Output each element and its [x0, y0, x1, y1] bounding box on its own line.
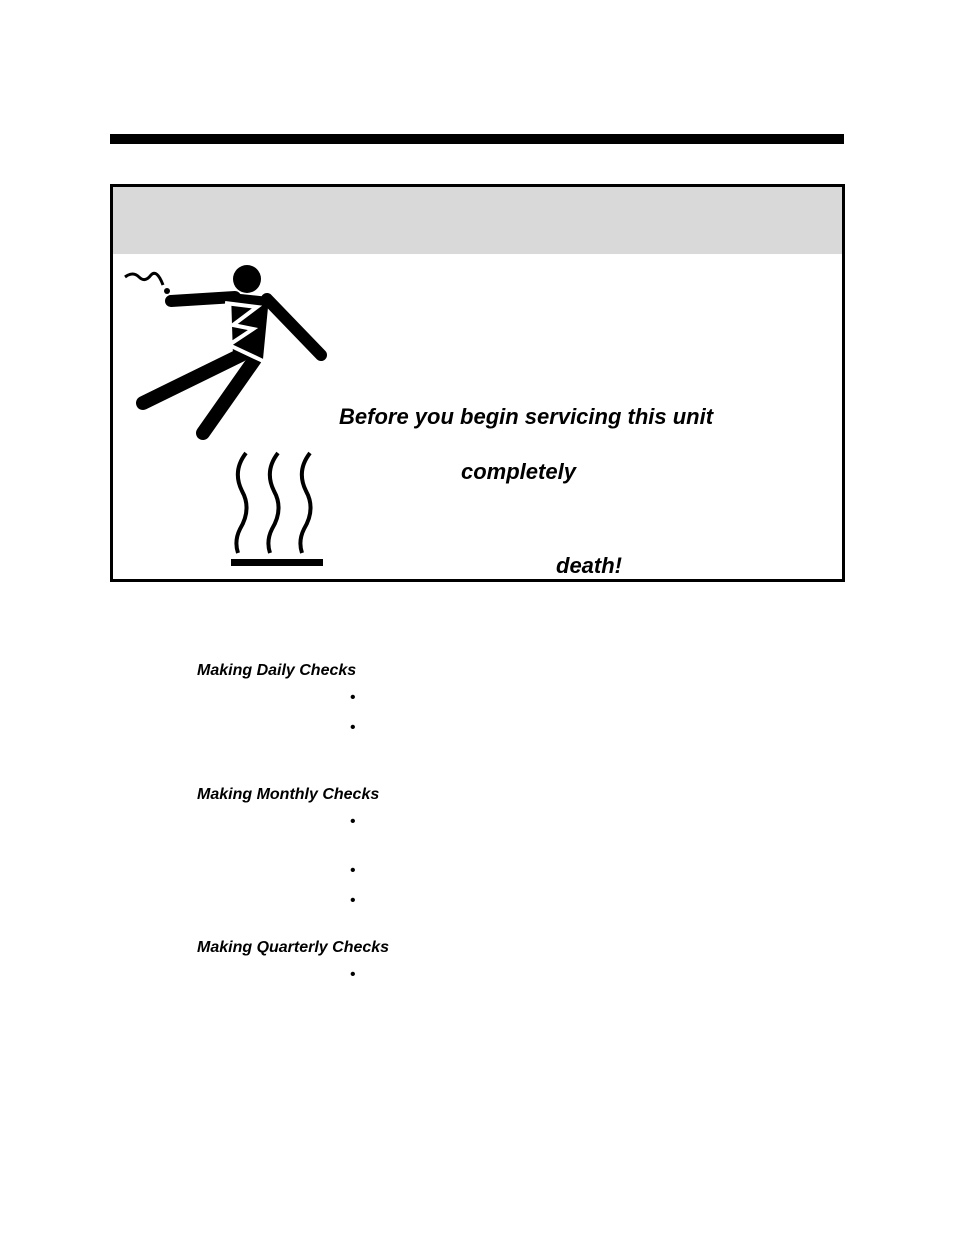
- section-heading-monthly: Making Monthly Checks: [197, 786, 380, 803]
- warning-text-line-1: Before you begin servicing this unit: [339, 404, 714, 429]
- bullet: •: [350, 719, 356, 736]
- warning-text-line-2: completely: [461, 459, 576, 484]
- section-heading-daily: Making Daily Checks: [197, 662, 357, 679]
- top-rule: [110, 134, 844, 144]
- bullet: •: [350, 862, 356, 879]
- warning-box: [110, 184, 845, 582]
- section-heading-quarterly: Making Quarterly Checks: [197, 939, 390, 956]
- warning-header-band: [113, 187, 842, 254]
- bullet: •: [350, 966, 356, 983]
- bullet: •: [350, 892, 356, 909]
- bullet: •: [350, 813, 356, 830]
- bullet: •: [350, 689, 356, 706]
- electric-shock-hazard-icon: [123, 263, 328, 448]
- warning-text-line-3: death!: [556, 553, 622, 578]
- hot-surface-hazard-icon: [228, 449, 328, 569]
